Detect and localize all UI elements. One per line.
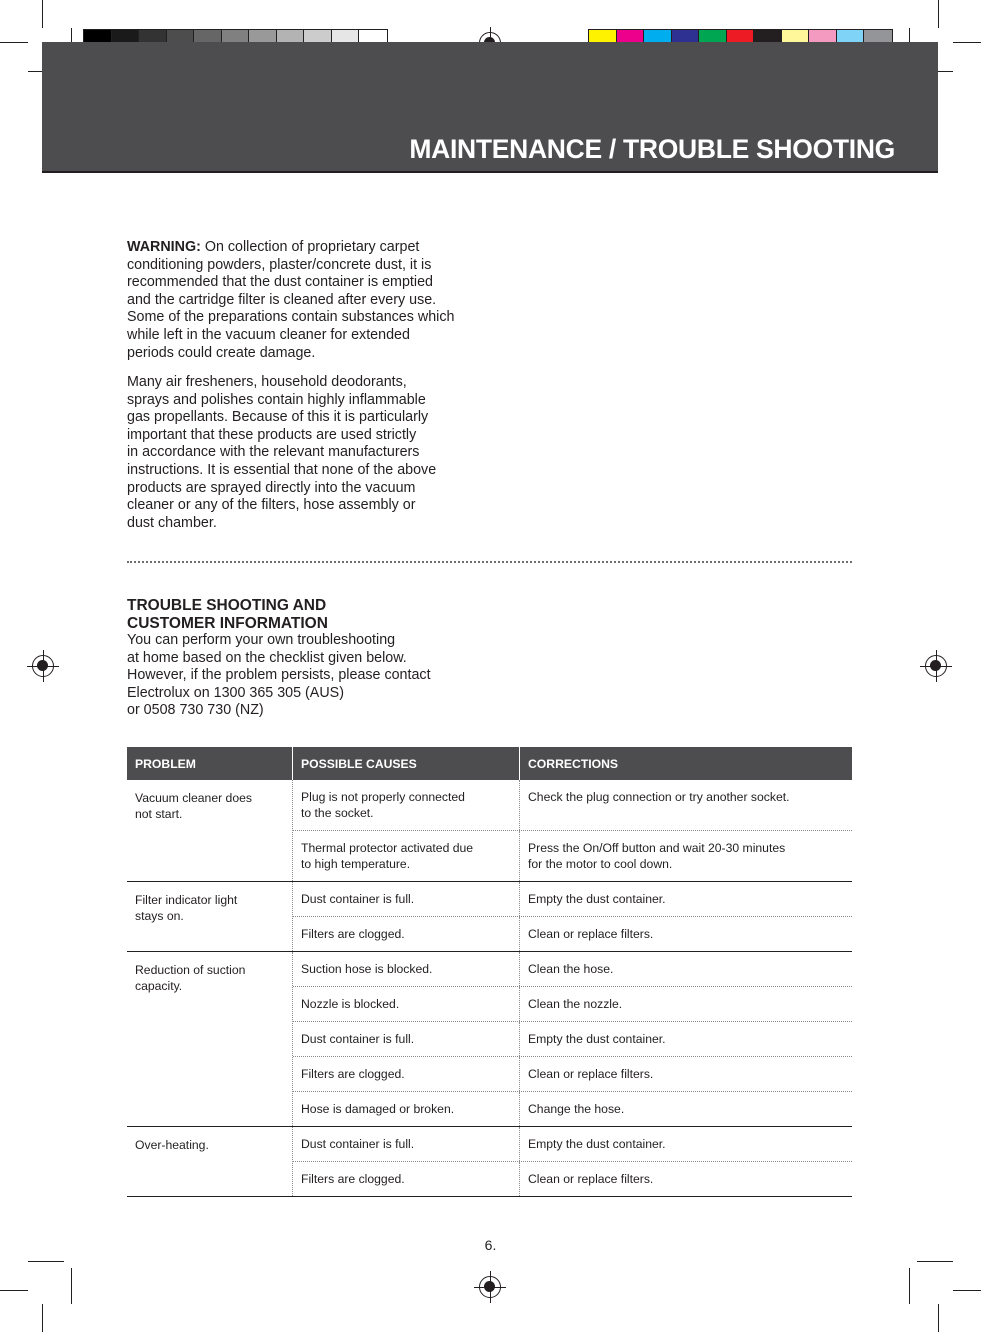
crop-mark [28,1261,64,1262]
cause-cell: Dust container is full. [293,1022,520,1056]
cause-cell: Filters are clogged. [293,1057,520,1091]
page-title: MAINTENANCE / TROUBLE SHOOTING [409,134,895,164]
table-row [293,882,852,917]
registration-mark-icon [479,1276,501,1298]
table-header-row [127,747,852,780]
cause-cell: Plug is not properly connected to the socket. [293,780,520,830]
correction-cell: Empty the dust container. [528,1137,666,1151]
problem-group [127,780,852,882]
correction-cell: Empty the dust container. [528,1032,666,1046]
crop-mark [938,1304,939,1332]
table-row [293,780,852,831]
propellant-paragraph: Many air fresheners, household deodorants, sprays and polishes contain highly inflammable gas propellants. Because of this it is particularly important that these products are used strictly in accordance with the relevant manufacturers instructions. It is essential that none of the above products are sprayed directly into the vacuum cleaner or any of the filters, hose assembly or dust chamber. [127,374,437,531]
table-row [293,952,852,987]
correction-cell: Change the hose. [528,1102,625,1116]
problem-cell: Vacuum cleaner does not start. [127,780,293,881]
cause-cell: Dust container is full. [293,882,520,916]
crop-mark [42,0,43,28]
correction-cell: Clean or replace filters. [528,1172,654,1186]
crop-mark [909,1268,910,1304]
header-problem: PROBLEM [127,747,293,780]
crop-mark [953,42,981,43]
crop-mark [938,0,939,28]
crop-mark [953,1290,981,1291]
correction-cell: Check the plug connection or try another socket. [528,790,790,804]
table-row [293,917,852,951]
cause-cell: Hose is damaged or broken. [293,1092,520,1126]
table-row [293,831,852,881]
problem-cell: Over-heating. [127,1127,293,1196]
cause-cell: Dust container is full. [293,1127,520,1161]
problem-group [127,1127,852,1197]
correction-cell: Clean or replace filters. [528,1067,654,1081]
crop-mark [917,1261,953,1262]
table-row [293,1127,852,1162]
crop-mark [0,42,28,43]
cause-cell: Thermal protector activated due to high temperature. [293,831,520,881]
registration-mark-icon [32,655,54,677]
correction-cell: Clean the nozzle. [528,997,623,1011]
registration-mark-icon [925,655,947,677]
header-corrections: CORRECTIONS [528,757,619,771]
correction-cell: Press the On/Off button and wait 20-30 minutes for the motor to cool down. [528,841,786,871]
problem-group [127,882,852,952]
table-row [293,1022,852,1057]
cause-cell: Nozzle is blocked. [293,987,520,1021]
troubleshooting-heading: TROUBLE SHOOTING AND CUSTOMER INFORMATION [127,597,328,632]
correction-cell: Empty the dust container. [528,892,666,906]
table-row [293,1162,852,1196]
cause-cell: Suction hose is blocked. [293,952,520,986]
troubleshooting-intro: You can perform your own troubleshooting at home based on the checklist given below. However, if the problem persists, please contact Electrolux on 1300 365 305 (AUS) or 0508 730 730 (NZ) [127,632,431,719]
cause-cell: Filters are clogged. [293,1162,520,1196]
crop-mark [0,1290,28,1291]
problem-cell: Filter indicator light stays on. [127,882,293,951]
table-row [293,1092,852,1126]
correction-cell: Clean the hose. [528,962,614,976]
troubleshooting-table [127,747,852,1197]
crop-mark [71,1268,72,1304]
cause-cell: Filters are clogged. [293,917,520,951]
problem-cell: Reduction of suction capacity. [127,952,293,1126]
problem-group [127,952,852,1127]
header-possible-causes: POSSIBLE CAUSES [293,747,520,780]
warning-label: WARNING: [127,239,201,255]
table-row [293,1057,852,1092]
page-number: 6. [484,1237,497,1253]
warning-text: On collection of proprietary carpet conditioning powders, plaster/concrete dust, it is recommended that the dust container is emptied and the cartridge filter is cleaned after every use. Some of the preparations contain substances which while left in the vacuum cleaner for extended periods could create damage. [127,239,455,361]
dotted-divider [127,561,852,563]
table-row [293,987,852,1022]
crop-mark [42,1304,43,1332]
warning-paragraph [127,239,487,362]
correction-cell: Clean or replace filters. [528,927,654,941]
